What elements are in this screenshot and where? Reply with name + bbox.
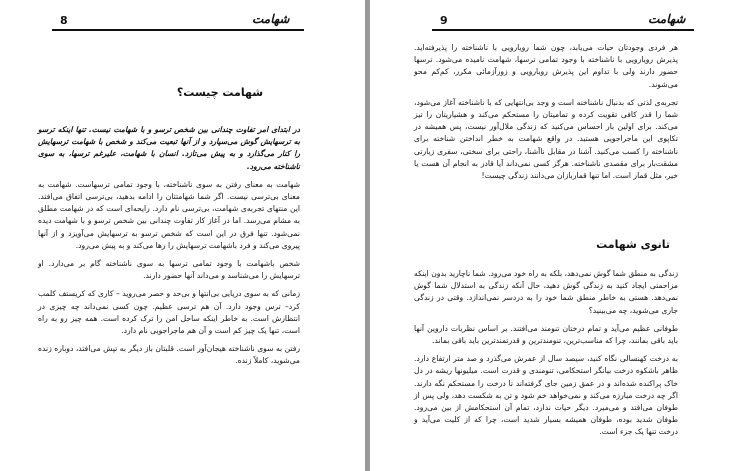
running-title: شهامت — [252, 12, 290, 26]
running-title: شهامت — [648, 12, 686, 26]
paragraph: شهامت به معنای رفتن به سوی ناشناخته، با وجود تمامی ترسهاست. شهامت به معنای بی‌ترسی نیست. اگر شما شهامتتان را ادامه بدهید، بی‌ترسی اتفاق می‌افتد. این منتهای تجربه‌ی شهامت، بی‌ترسی نام دارد. رایحه‌ای است که در شهامت مطلق به مشام می‌رسد. اما در آغاز کار تفاوت چندانی بین شخص ترسو و با شهامت دیده نمی‌شود. تنها فرق در این است که شخص ترسو به ترسهایش می‌آویزد و از آنها پیروی می‌کند و فرد باشهامت ترسهایش را رها می‌کند و به پیش می‌رود. — [38, 179, 300, 250]
page-body — [38, 124, 300, 374]
section-title: شهامت چیست؟ — [176, 86, 264, 99]
paragraph: زندگی به منطق شما گوش نمی‌دهد، بلکه به راه خود می‌رود. شما ناچارید بدون اینکه مزاحمتی ایجاد کنید به زندگی گوش دهید، حال آنکه زندگی به استدلال شما گوش نمی‌دهد. هستی به خاطر منطق شما خود را به دردسر نمی‌اندازد. وقتی در زندگی جاری می‌شوید، چه می‌بینید؟ — [414, 269, 678, 315]
right-page — [370, 0, 736, 471]
page-body-section — [414, 268, 678, 445]
header-rule — [432, 29, 694, 31]
section-title: تانوی شهامت — [596, 238, 670, 251]
paragraph: در ابتدای امر تفاوت چندانی بین شخص ترسو و با شهامت نیست. تنها اینکه ترسو به ترسهایش گوش می‌سپارد و از آنها تبعیت می‌کند و شخص با شهامت ترسهایش را کنار می‌گذارد و به پیش می‌تازد. انسان با شهامت، علیرغم ترسها، به سوی ناشناخته می‌رود. — [38, 125, 300, 171]
page-number: 8 — [60, 14, 68, 27]
paragraph: تجربه‌ی لذتی که بدنبال ناشناخته است و وجد بی‌انتهایی که با ناشناخته آغاز می‌شود، شما را قدر کافی تقویت کرده و تمامیتان را مستحکم می‌کند و هشیاریتان را تیز می‌کند. برای اولین بار احساس می‌کنید که زندگی ملال‌آور نیست، پس همیشه در تکاپوی این ماجراجویی هستید. در واقع شهامت به خطر انداختن شناخته برای ناشناخته را کسب می‌کنید. آشنا در مقابل ناآشنا، راحتی برای سختی، سفری زیارتی مشقت‌بار برای مقصدی ناشناخته. هرگز کسی نمی‌داند آیا قادر به انجام آن هست یا خیر، مثل قمار است. اما تنها قماربازان می‌دانند زندگی چیست! — [414, 97, 678, 181]
page-number: 9 — [440, 14, 448, 27]
page-body-intro — [414, 42, 678, 188]
paragraph: شخص باشهامت با وجود تمامی ترسها به سوی ناشناخته گام بر می‌دارد. او ترسهایش را می‌شناسد و می‌داند آنها حضور دارند. — [38, 259, 300, 281]
header-rule — [52, 29, 304, 31]
paragraph: رفتن به سوی ناشناخته هیجان‌آور است. قلبتان باز دیگر به تپش می‌افتد، دوباره زنده می‌شوید، کاملاً زنده. — [38, 344, 300, 366]
paragraph: زمانی که به سوی دریایی بی‌انتها و بی‌حد و حصر می‌روید – کاری که کریستف کلمب کرد– ترس وجود دارد. آن هم ترسی عظیم. چون کسی نمی‌داند چه چیزی در انتظارش است. به خاطر اینکه ساحل امن را ترک کرده است. همه چیز رو به راه است، تنها یک چیز کم است و آن هم ماجراجویی نام دارد. — [38, 289, 300, 336]
paragraph: به درخت کهنسالی نگاه کنید، سیصد سال از عمرش می‌گذرد و صد متر ارتفاع دارد. ظاهر باشکوه درخت بیانگر استحکامی، تنومندی و قدرت است. میلیونها ریشه در دل خاک پراکنده شده‌اند و در عمق زمین جای گرفته‌اند تا درخت را مستحکم نگه دارند. اگر چه درخت مبارزه می‌کند و نمی‌خواهد خم شود و تن به شکست دهد، ولی پس از طوفان می‌افتد و می‌میرد. دیگر حیات ندارد، تمام آن استحکامش از بین می‌رود. طوفان شدید بوده، طوفان همیشه بسیار شدید است، چرا که از کلیت می‌آید و درخت تنها یک جزء است. — [414, 354, 678, 437]
paragraph: طوفانی عظیم می‌آید و تمام درختان تنومند می‌افتند. بر اساس نظریات داروین آنها باید باقی بمانند، چرا که مناسب‌ترین، تنومندترین و قدرتمندترین باید باقی بماند. — [414, 323, 678, 346]
paragraph: هر فردی وجودتان حیات می‌یابد، چون شما رویارویی با ناشناخته را پذیرفته‌اید. پذیرش رویارویی با ناشناخته با وجود تمامی ترسها، شهامت نامیده می‌شود. ترسها حضور دارند ولی با تداوم این پذیرش رویارویی و زورآزمائی مکرر، کم‌کم محو می‌شوند. — [414, 43, 678, 89]
left-page — [0, 0, 365, 471]
